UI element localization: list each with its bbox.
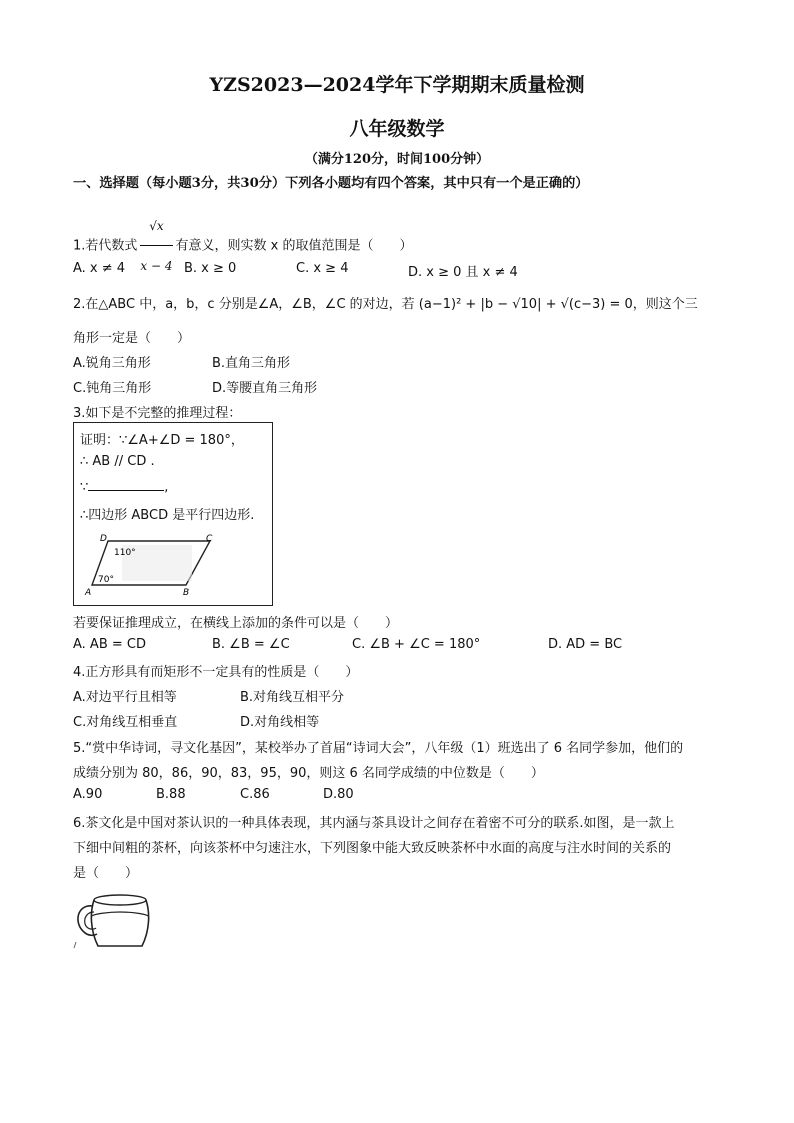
vertex-a-label: A <box>85 588 92 598</box>
q3-line-1: 3.如下是不完整的推理过程： <box>73 406 242 421</box>
parallelogram-figure <box>82 533 222 599</box>
q4-option-b[interactable]: B.对角线互相平分 <box>240 690 345 705</box>
water-surface <box>92 912 148 916</box>
proof-step-3-symbol: ∵ <box>80 480 89 495</box>
q4-option-d[interactable]: D.对角线相等 <box>240 715 320 730</box>
proof-step-4: ∴四边形 ABCD 是平行四边形. <box>80 508 255 523</box>
vertex-c-label: C <box>206 534 213 544</box>
q6-line-3: 是（ ） <box>73 866 139 881</box>
exam-subject: 八年级数学 <box>349 118 445 140</box>
q5-option-d[interactable]: D.80 <box>323 787 354 802</box>
q1-suffix: 有意义，则实数 x 的取值范围是（ ） <box>175 238 413 254</box>
q1-option-a[interactable]: A. x ≠ 4 <box>73 261 126 276</box>
exam-title: YZS2023—2024学年下学期期末质量检测 <box>209 74 585 96</box>
vertex-b-label: B <box>183 588 190 598</box>
q2-option-c[interactable]: C.钝角三角形 <box>73 381 152 396</box>
q2-option-b[interactable]: B.直角三角形 <box>212 356 291 371</box>
q6-line-2: 下细中间粗的茶杯，向该茶杯中匀速注水，下列图象中能大致反映茶杯中水面的高度与注水时间的关系的 <box>73 841 672 856</box>
score-time-note: （满分120分，时间100分钟） <box>304 152 490 167</box>
q4-option-a[interactable]: A.对边平行且相等 <box>73 690 177 705</box>
q1-fraction-denominator: x − 4 <box>140 259 173 273</box>
q3-option-a[interactable]: A. AB = CD <box>73 637 146 652</box>
q4-line-1: 4.正方形具有而矩形不一定具有的性质是（ ） <box>73 665 359 680</box>
proof-step-3 <box>80 479 168 495</box>
q5-line-2: 成绩分别为 80，86，90，83，95，90，则这 6 名同学成绩的中位数是（ ） <box>73 766 544 781</box>
section-heading: 一、选择题（每小题3分，共30分）下列各小题均有四个答案，其中只有一个是正确的） <box>73 176 589 191</box>
proof-blank[interactable] <box>88 479 164 491</box>
proof-box <box>73 422 273 606</box>
q1-prefix: 1.若代数式 <box>73 238 138 254</box>
q1-fraction-numerator: √x <box>140 208 172 246</box>
q2-option-a[interactable]: A.锐角三角形 <box>73 356 151 371</box>
q1-option-c[interactable]: C. x ≥ 4 <box>296 261 349 276</box>
q1-option-d[interactable]: D. x ≥ 0 且 x ≠ 4 <box>408 265 518 280</box>
q3-line-2: 若要保证推理成立，在横线上添加的条件可以是（ ） <box>73 616 399 631</box>
proof-step-1: 证明：∵∠A+∠D = 180°， <box>80 433 244 448</box>
q5-option-a[interactable]: A.90 <box>73 787 103 802</box>
q5-option-c[interactable]: C.86 <box>240 787 270 802</box>
cup-handle <box>78 906 97 935</box>
angle-d-label: 110° <box>114 548 136 558</box>
q3-option-d[interactable]: D. AD = BC <box>548 637 623 652</box>
proof-step-3-comma: , <box>164 480 169 495</box>
proof-step-2: ∴ AB // CD . <box>80 454 155 469</box>
q1-option-b[interactable]: B. x ≥ 0 <box>184 261 237 276</box>
q3-option-b[interactable]: B. ∠B = ∠C <box>212 637 290 652</box>
q3-option-c[interactable]: C. ∠B + ∠C = 180° <box>352 637 481 652</box>
cup-body <box>91 900 148 946</box>
q4-option-c[interactable]: C.对角线互相垂直 <box>73 715 178 730</box>
q2-option-d[interactable]: D.等腰直角三角形 <box>212 381 318 396</box>
tea-cup-figure <box>72 890 162 952</box>
q5-line-1: 5.“赏中华诗词，寻文化基因”，某校举办了首届“诗词大会”，八年级（1）班选出了 6 名同学参加，他们的 <box>73 741 684 756</box>
q2-line-1: 2.在△ABC 中，a，b，c 分别是∠A，∠B，∠C 的对边，若 (a−1)² + |b − √10| + √(c−3) = 0，则这个三 <box>73 297 698 312</box>
q6-line-1: 6.茶文化是中国对茶认识的一种具体表现，其内涵与茶具设计之间存在着密不可分的联系.如图，是一款上 <box>73 816 675 831</box>
figure-mark <box>74 942 76 948</box>
q1-fraction <box>140 208 172 284</box>
q2-line-2: 角形一定是（ ） <box>73 331 191 346</box>
angle-a-label: 70° <box>98 575 114 585</box>
q5-option-b[interactable]: B.88 <box>156 787 186 802</box>
cup-rim <box>94 895 146 905</box>
vertex-d-label: D <box>100 534 107 544</box>
